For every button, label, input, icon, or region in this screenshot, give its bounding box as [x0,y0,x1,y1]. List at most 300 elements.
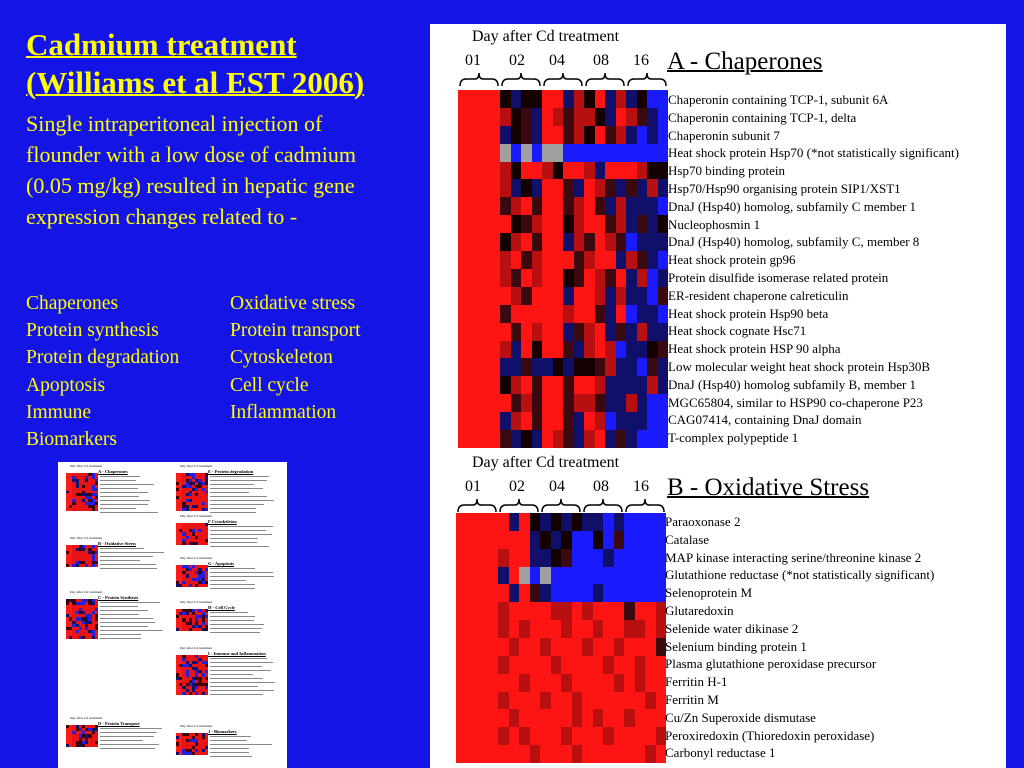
heatmap-cell [626,358,637,376]
heatmap-cell [563,197,574,215]
heatmap-cell [647,215,658,233]
heatmap-cell [563,269,574,287]
heatmap-cell [477,745,488,763]
heatmap-cell [626,108,637,126]
heatmap-cell [637,197,648,215]
heatmap-cell [572,674,583,692]
heatmap-cell [584,376,595,394]
heatmap-cell [582,674,593,692]
heatmap-cell [574,197,585,215]
heatmap-cell [605,412,616,430]
heatmap-cell [635,531,646,549]
heatmap-cell [647,323,658,341]
heatmap-cell [456,692,467,710]
heatmap-cell [614,531,625,549]
heatmap-cell [532,126,543,144]
heatmap-cell [469,108,480,126]
heatmap-cell [635,745,646,763]
heatmap-cell [595,179,606,197]
heatmap-cell [498,727,509,745]
heatmap-cell [477,531,488,549]
heatmap-cell [563,394,574,412]
day-brace [460,73,498,86]
heatmap-cell [490,287,501,305]
day-label: 16 [633,52,649,69]
topic-row [26,426,416,453]
heatmap-cell [458,251,469,269]
topic-item: Chaperones [26,293,119,314]
heatmap-cell [521,108,532,126]
heatmap-cell [542,376,553,394]
heatmap-cell [477,638,488,656]
heatmap-cell [551,531,562,549]
gene-label: Ferritin M [665,691,719,707]
heatmap-cell [469,90,480,108]
gene-label: Selenide water dikinase 2 [665,620,799,636]
heatmap-cell [574,394,585,412]
day-brace [458,499,496,512]
heatmap-cell [519,692,530,710]
gene-label: Heat shock protein Hsp70 (*not statistically significant) [668,145,959,161]
heatmap-cell [647,162,658,180]
heatmap-cell [658,323,669,341]
heatmap-cell [530,549,541,567]
topic-item: Biomarkers [26,429,117,451]
heatmap-cell [647,108,658,126]
topic-row [26,317,416,344]
thumb-panel-title: G - Apoptosis [208,561,235,566]
gene-label: MAP kinase interacting serine/threonine kinase 2 [665,549,922,565]
heatmap-cell [647,341,658,359]
thumb-label-line [210,504,264,505]
heatmap-cell [519,638,530,656]
heatmap-cell [658,287,669,305]
heatmap-cell [509,584,520,602]
thumb-label-line [100,556,153,557]
heatmap-cell [490,358,501,376]
gene-label: T-complex polypeptide 1 [668,430,799,446]
heatmap-cell [553,269,564,287]
thumb-label-line [210,686,258,687]
heatmap-cell [595,287,606,305]
heatmap-cell [490,305,501,323]
heatmap-cell [605,287,616,305]
heatmap-cell [593,709,604,727]
heatmap-cell [469,144,480,162]
heatmap-cell [542,358,553,376]
heatmap-cell [574,358,585,376]
heatmap-cell [603,638,614,656]
heatmap-cell [572,531,583,549]
heatmap-cell [605,323,616,341]
heatmap-cell [498,656,509,674]
heatmap-cell [530,620,541,638]
heatmap-cell [584,162,595,180]
heatmap-cell [584,323,595,341]
heatmap-cell [574,430,585,448]
gene-label: Hsp70 binding protein [668,163,785,179]
heatmap-cell [467,692,478,710]
heatmap-cell [488,709,499,727]
heatmap-cell [593,567,604,585]
thumb-label-line [100,484,154,485]
thumb-panel-header: Day after Cd treatment [180,514,213,518]
heatmap-cell [572,549,583,567]
heatmap-cell [488,692,499,710]
heatmap-cell [521,126,532,144]
heatmap-cell [469,341,480,359]
heatmap-cell [582,709,593,727]
thumb-label-line [210,508,256,509]
heatmap-cell [477,602,488,620]
topic-item: Protein synthesis [26,320,159,342]
thumb-label-line [210,496,267,497]
heatmap-cell [500,394,511,412]
heatmap-cell [614,584,625,602]
heatmap-cell [614,727,625,745]
thumb-label-line [100,496,139,497]
heatmap-cell [637,341,648,359]
heatmap-cell [637,269,648,287]
heatmap-cell [509,727,520,745]
heatmap-cell [582,531,593,549]
gene-label: Heat shock cognate Hsc71 [668,323,807,339]
heatmap-cell [645,674,656,692]
heatmap-cell [561,745,572,763]
panel-b-header: Day after Cd treatment [472,454,620,471]
thumb-label-line [210,740,247,741]
heatmap-cell [490,162,501,180]
figure-thumbnail [58,462,287,768]
heatmap-cell [616,251,627,269]
heatmap-cell [458,287,469,305]
thumb-heatmap-cell [205,584,208,587]
heatmap-cell [469,197,480,215]
thumb-label-line [100,610,148,611]
heatmap-cell [553,394,564,412]
heatmap-cell [540,692,551,710]
thumb-label-line [100,630,163,631]
heatmap-cell [479,162,490,180]
heatmap-cell [458,430,469,448]
heatmap-cell [532,430,543,448]
heatmap-cell [490,197,501,215]
heatmap-cell [490,341,501,359]
heatmap-cell [469,323,480,341]
heatmap-cell [582,513,593,531]
heatmap-cell [490,215,501,233]
heatmap-cell [593,549,604,567]
heatmap-cell [509,745,520,763]
heatmap-cell [479,358,490,376]
thumb-panel-title: F Cytoskeleton [208,519,237,524]
heatmap-cell [595,90,606,108]
thumb-panel-title: H - Cell Cycle [208,605,235,610]
heatmap-cell [647,269,658,287]
heatmap-cell [584,412,595,430]
heatmap-cell [553,126,564,144]
heatmap-cell [542,179,553,197]
thumb-label-line [100,740,143,741]
heatmap-cell [500,376,511,394]
gene-label: Peroxiredoxin (Thioredoxin peroxidase) [665,727,875,743]
heatmap-cell [511,430,522,448]
heatmap-cell [572,709,583,727]
heatmap-cell [521,197,532,215]
heatmap-cell [626,197,637,215]
thumb-label-line [100,728,162,729]
thumb-label-line [210,674,253,675]
heatmap-cell [488,549,499,567]
gene-label: Chaperonin containing TCP-1, delta [668,109,857,125]
heatmap-cell [561,709,572,727]
heatmap-cell [511,323,522,341]
heatmap-cell [551,656,562,674]
heatmap-cell [498,567,509,585]
heatmap-cell [479,430,490,448]
heatmap-cell [519,584,530,602]
heatmap-cell [519,656,530,674]
heatmap-cell [574,287,585,305]
day-brace [626,499,664,512]
heatmap-cell [551,638,562,656]
thumb-label-line [210,624,264,625]
topics-list [26,290,416,453]
heatmap-cell [521,179,532,197]
gene-label: Chaperonin containing TCP-1, subunit 6A [668,92,889,107]
heatmap-cell [645,692,656,710]
heatmap-cell [595,144,606,162]
heatmap-cell [572,620,583,638]
heatmap-cell [595,341,606,359]
heatmap-cell [595,108,606,126]
heatmap-cell [603,584,614,602]
day-label: 01 [465,52,481,69]
heatmap-cell [542,215,553,233]
heatmap-cell [635,513,646,531]
heatmap-cell [530,692,541,710]
heatmap-cell [658,251,669,269]
heatmap-cell [511,162,522,180]
heatmap-cell [645,745,656,763]
heatmap-cell [658,126,669,144]
heatmap-cell [616,376,627,394]
heatmap-cell [595,233,606,251]
thumb-label-line [210,690,274,691]
gene-label: Glutaredoxin [665,602,734,618]
heatmap-cell [616,394,627,412]
thumb-label-line [210,512,256,513]
heatmap-cell [490,126,501,144]
heatmap-cell [500,108,511,126]
thumb-label-line [210,476,269,477]
gene-label: Ferritin H-1 [665,674,728,690]
heatmap-cell [458,323,469,341]
thumb-label-line [100,732,157,733]
heatmap-cell [563,376,574,394]
heatmap-cell [509,656,520,674]
heatmap-cell [479,197,490,215]
heatmap-cell [500,144,511,162]
gene-label: Hsp70/Hsp90 organising protein SIP1/XST1 [668,180,901,196]
heatmap-cell [551,567,562,585]
heatmap-cell [637,90,648,108]
heatmap-cell [647,430,658,448]
thumb-label-line [210,500,274,501]
heatmap-cell [477,692,488,710]
heatmap-cell [624,513,635,531]
heatmap-cell [584,197,595,215]
figure-panel [430,24,1006,768]
day-brace [584,499,622,512]
thumb-label-line [210,694,263,695]
heatmap-cell [616,197,627,215]
heatmap-cell [635,620,646,638]
heatmap-cell [605,341,616,359]
heatmap-cell [488,620,499,638]
heatmap-cell [490,430,501,448]
heatmap-cell [532,162,543,180]
heatmap-cell [553,197,564,215]
heatmap-cell [553,144,564,162]
heatmap-cell [551,709,562,727]
thumb-label-line [100,552,164,553]
heatmap-cell [635,727,646,745]
thumb-heatmap-cell [205,542,208,545]
heatmap-cell [561,638,572,656]
heatmap-cell [584,430,595,448]
heatmap-cell [469,269,480,287]
topic-item: Protein transport [230,320,361,342]
heatmap-cell [572,727,583,745]
heatmap-cell [500,179,511,197]
heatmap-cell [479,90,490,108]
heatmap-cell [614,513,625,531]
thumb-panel-title: I - Immune and Inflammation [208,651,266,656]
thumb-label-line [100,504,148,505]
slide-title-line1: Cadmium treatment [26,27,297,62]
heatmap-cell [551,513,562,531]
heatmap-cell [469,376,480,394]
heatmap-cell [616,179,627,197]
thumb-panel-title: B - Oxidative Stress [98,541,137,546]
heatmap-cell [658,394,669,412]
heatmap-cell [530,709,541,727]
heatmap-cell [553,305,564,323]
heatmap-cell [563,108,574,126]
heatmap-cell [458,215,469,233]
heatmap-cell [584,108,595,126]
heatmap-cell [593,727,604,745]
heatmap-cell [584,90,595,108]
gene-label: Chaperonin subunit 7 [668,127,780,143]
heatmap-cell [532,215,543,233]
heatmap-cell [572,656,583,674]
heatmap-cell [572,602,583,620]
heatmap-cell [647,144,658,162]
heatmap-cell [511,341,522,359]
thumb-label-line [100,614,139,615]
heatmap-cell [511,108,522,126]
heatmap-cell [521,162,532,180]
heatmap-cell [532,108,543,126]
heatmap-cell [595,162,606,180]
thumb-label-line [100,618,153,619]
heatmap-cell [488,513,499,531]
heatmap-cell [488,674,499,692]
gene-label: CAG07414, containing DnaJ domain [668,412,862,428]
heatmap-cell [467,531,478,549]
heatmap-cell [626,394,637,412]
heatmap-cell [500,412,511,430]
heatmap-cell [584,287,595,305]
heatmap-cell [542,251,553,269]
heatmap-cell [616,162,627,180]
heatmap-cell [605,358,616,376]
heatmap-cell [551,584,562,602]
heatmap-cell [542,430,553,448]
heatmap-cell [553,376,564,394]
gene-label: DnaJ (Hsp40) homolog, subfamily C, member 8 [668,234,920,250]
heatmap-cell [574,305,585,323]
heatmap-cell [479,394,490,412]
heatmap-cell [477,674,488,692]
heatmap-cell [467,602,478,620]
heatmap-cell [637,215,648,233]
panel-a-title: A - Chaperones [667,48,823,75]
slide-title [26,26,416,102]
heatmap-cell [498,513,509,531]
heatmap-cell [511,179,522,197]
heatmap-cell [574,179,585,197]
heatmap-cell [479,179,490,197]
heatmap-cell [469,162,480,180]
heatmap-cell [563,305,574,323]
heatmap-cell [511,90,522,108]
heatmap-cell [605,376,616,394]
heatmap-cell [605,108,616,126]
heatmap-cell [624,549,635,567]
thumb-label-line [100,626,148,627]
heatmap-cell [582,692,593,710]
heatmap-cell [563,287,574,305]
thumb-panel-header: Day after Cd treatment [70,536,103,540]
thumb-heatmap [66,599,98,639]
day-brace [502,73,540,86]
topic-item: Protein degradation [26,347,180,369]
thumb-label-line [210,526,273,527]
day-label: 02 [509,52,525,69]
heatmap-cell [521,90,532,108]
heatmap-cell [616,341,627,359]
heatmap-cell [563,341,574,359]
heatmap-cell [519,674,530,692]
heatmap-cell [532,90,543,108]
heatmap-cell [551,549,562,567]
heatmap-cell [647,126,658,144]
heatmap-cell [563,358,574,376]
heatmap-cell [456,584,467,602]
heatmap-cell [469,305,480,323]
heatmap-cell [572,513,583,531]
heatmap-cell [647,412,658,430]
day-brace [628,73,666,86]
heatmap-cell [469,287,480,305]
heatmap-cell [479,215,490,233]
heatmap-cell [509,620,520,638]
heatmap-cell [542,305,553,323]
heatmap-cell [563,179,574,197]
